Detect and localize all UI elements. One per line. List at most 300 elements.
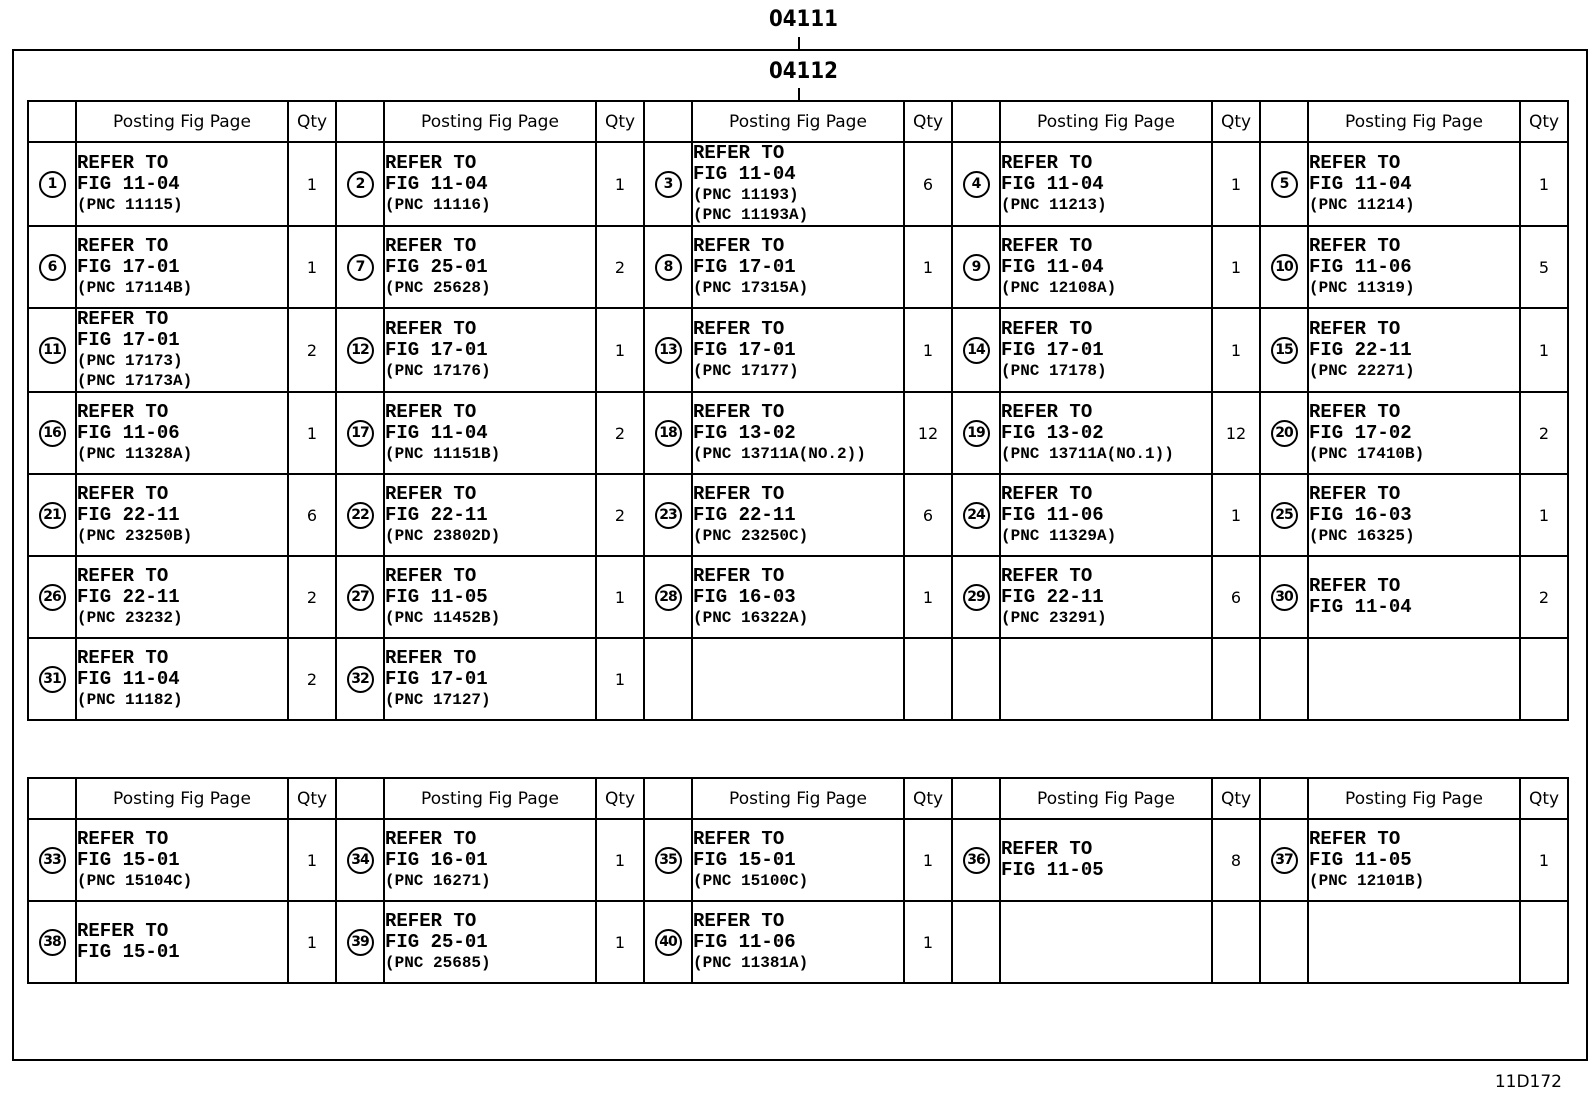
refer-to-label: REFER TO — [1309, 400, 1401, 423]
ref-number-header — [1260, 101, 1308, 142]
pnc-number: (PNC 17176) — [385, 361, 491, 380]
qty-cell — [904, 638, 952, 720]
fig-reference: FIG 16-03 — [1309, 503, 1412, 526]
refer-to-label: REFER TO — [693, 317, 785, 340]
parts-table-2 — [27, 777, 1569, 984]
qty-cell: 12 — [1212, 392, 1260, 474]
fig-reference: FIG 11-06 — [1001, 503, 1104, 526]
posting-cell — [384, 226, 596, 308]
refer-to-label: REFER TO — [385, 564, 477, 587]
ref-number-cell — [644, 901, 692, 983]
ref-number-badge: 38 — [39, 929, 66, 956]
ref-number-badge: 13 — [655, 337, 682, 364]
refer-to-label: REFER TO — [1001, 564, 1093, 587]
ref-number-cell — [644, 556, 692, 638]
ref-number-cell — [952, 308, 1000, 392]
refer-to-label: REFER TO — [693, 482, 785, 505]
ref-number-cell — [644, 474, 692, 556]
qty-cell: 1 — [596, 819, 644, 901]
pnc-number: (PNC 16271) — [385, 871, 491, 890]
posting-cell — [76, 226, 288, 308]
refer-to-label: REFER TO — [693, 142, 785, 164]
posting-fig-page-header: Posting Fig Page — [1308, 101, 1520, 142]
refer-to-label: REFER TO — [1309, 234, 1401, 257]
qty-cell: 2 — [288, 308, 336, 392]
refer-to-label: REFER TO — [693, 827, 785, 850]
posting-fig-page-header: Posting Fig Page — [692, 778, 904, 819]
ref-number-cell — [952, 901, 1000, 983]
pnc-number: (PNC 23291) — [1001, 608, 1107, 627]
table-row — [28, 226, 1568, 308]
ref-number-cell — [28, 142, 76, 226]
table-row — [28, 556, 1568, 638]
pnc-number: (PNC 11151B) — [385, 444, 501, 463]
posting-cell — [1000, 819, 1212, 901]
qty-header: Qty — [1520, 101, 1568, 142]
pnc-number: (PNC 13711A(NO.2)) — [693, 444, 866, 463]
ref-number-cell — [28, 226, 76, 308]
qty-cell: 1 — [596, 308, 644, 392]
pnc-number: (PNC 17114B) — [77, 278, 193, 297]
pnc-number: (PNC 22271) — [1309, 361, 1415, 380]
pnc-number: (PNC 23802D) — [385, 526, 501, 545]
ref-number-header — [952, 778, 1000, 819]
qty-header: Qty — [904, 101, 952, 142]
fig-reference: FIG 17-01 — [77, 255, 180, 278]
ref-number-cell — [952, 474, 1000, 556]
refer-to-label: REFER TO — [77, 151, 169, 174]
fig-reference: FIG 17-02 — [1309, 421, 1412, 444]
posting-fig-page-header: Posting Fig Page — [1000, 101, 1212, 142]
ref-number-badge: 28 — [655, 584, 682, 611]
ref-number-cell — [952, 142, 1000, 226]
ref-number-cell — [644, 392, 692, 474]
posting-fig-page-header: Posting Fig Page — [1000, 778, 1212, 819]
ref-number-cell — [336, 556, 384, 638]
ref-number-header — [336, 101, 384, 142]
qty-cell: 1 — [288, 901, 336, 983]
refer-to-label: REFER TO — [77, 646, 169, 669]
ref-number-cell — [336, 638, 384, 720]
ref-number-badge: 17 — [347, 420, 374, 447]
posting-cell — [692, 819, 904, 901]
posting-cell — [1000, 142, 1212, 226]
posting-cell — [692, 392, 904, 474]
qty-header: Qty — [596, 778, 644, 819]
ref-number-cell — [336, 142, 384, 226]
table-header-row — [28, 778, 1568, 819]
pnc-number: (PNC 15100C) — [693, 871, 809, 890]
fig-reference: FIG 15-01 — [693, 848, 796, 871]
ref-number-cell — [644, 308, 692, 392]
qty-cell: 1 — [288, 142, 336, 226]
fig-reference: FIG 22-11 — [693, 503, 796, 526]
fig-reference: FIG 11-05 — [1309, 848, 1412, 871]
posting-cell — [76, 308, 288, 392]
qty-cell — [1212, 901, 1260, 983]
posting-cell — [1308, 638, 1520, 720]
fig-reference: FIG 11-04 — [1309, 596, 1412, 618]
pnc-number: (PNC 11329A) — [1001, 526, 1117, 545]
ref-number-cell — [952, 638, 1000, 720]
posting-cell — [1308, 901, 1520, 983]
table-row — [28, 474, 1568, 556]
posting-cell — [1000, 392, 1212, 474]
ref-number-header — [28, 101, 76, 142]
fig-reference: FIG 16-01 — [385, 848, 488, 871]
posting-cell — [1308, 819, 1520, 901]
ref-number-cell — [1260, 556, 1308, 638]
ref-number-badge: 33 — [39, 847, 66, 874]
pnc-number-alt: (PNC 17173A) — [77, 372, 193, 390]
ref-number-cell — [1260, 819, 1308, 901]
pnc-number: (PNC 11115) — [77, 195, 183, 214]
pnc-number: (PNC 16322A) — [693, 608, 809, 627]
ref-number-cell — [28, 819, 76, 901]
pnc-number: (PNC 11116) — [385, 195, 491, 214]
qty-header: Qty — [1520, 778, 1568, 819]
ref-number-badge: 8 — [655, 254, 682, 281]
qty-cell: 2 — [288, 556, 336, 638]
refer-to-label: REFER TO — [77, 827, 169, 850]
refer-to-label: REFER TO — [1309, 827, 1401, 850]
qty-cell: 1 — [596, 556, 644, 638]
qty-header: Qty — [1212, 101, 1260, 142]
qty-cell: 1 — [1520, 308, 1568, 392]
posting-cell — [692, 901, 904, 983]
refer-to-label: REFER TO — [693, 909, 785, 932]
posting-cell — [1000, 474, 1212, 556]
fig-reference: FIG 22-11 — [385, 503, 488, 526]
ref-number-cell — [644, 226, 692, 308]
posting-cell — [384, 901, 596, 983]
posting-cell — [692, 308, 904, 392]
pnc-number: (PNC 11319) — [1309, 278, 1415, 297]
pnc-number: (PNC 17178) — [1001, 361, 1107, 380]
posting-fig-page-header: Posting Fig Page — [76, 101, 288, 142]
sub-assembly-code: 04112 — [769, 59, 838, 84]
pnc-number: (PNC 11381A) — [693, 953, 809, 972]
ref-number-cell — [28, 556, 76, 638]
ref-number-cell — [336, 308, 384, 392]
refer-to-label: REFER TO — [1309, 151, 1401, 174]
table-header-row — [28, 101, 1568, 142]
ref-number-badge: 36 — [963, 847, 990, 874]
refer-to-label: REFER TO — [385, 646, 477, 669]
qty-cell: 2 — [1520, 392, 1568, 474]
fig-reference: FIG 11-04 — [77, 667, 180, 690]
refer-to-label: REFER TO — [77, 400, 169, 423]
pnc-number: (PNC 11214) — [1309, 195, 1415, 214]
ref-number-badge: 20 — [1271, 420, 1298, 447]
pnc-number: (PNC 17410B) — [1309, 444, 1425, 463]
ref-number-cell — [28, 474, 76, 556]
ref-number-badge: 18 — [655, 420, 682, 447]
qty-cell: 1 — [596, 142, 644, 226]
ref-number-cell — [28, 901, 76, 983]
refer-to-label: REFER TO — [1001, 838, 1093, 860]
pnc-number: (PNC 23250B) — [77, 526, 193, 545]
ref-number-cell — [1260, 308, 1308, 392]
posting-cell — [76, 819, 288, 901]
refer-to-label: REFER TO — [385, 151, 477, 174]
posting-fig-page-header: Posting Fig Page — [692, 101, 904, 142]
pnc-number: (PNC 17173) — [77, 352, 183, 370]
ref-number-badge: 25 — [1271, 502, 1298, 529]
ref-number-badge: 19 — [963, 420, 990, 447]
pnc-number: (PNC 23250C) — [693, 526, 809, 545]
ref-number-cell — [952, 819, 1000, 901]
pnc-number: (PNC 23232) — [77, 608, 183, 627]
pnc-number: (PNC 17177) — [693, 361, 799, 380]
posting-cell — [1308, 308, 1520, 392]
pnc-number: (PNC 11452B) — [385, 608, 501, 627]
ref-number-cell — [1260, 142, 1308, 226]
fig-reference: FIG 11-04 — [385, 421, 488, 444]
ref-number-badge: 6 — [39, 254, 66, 281]
posting-cell — [1308, 142, 1520, 226]
refer-to-label: REFER TO — [385, 482, 477, 505]
refer-to-label: REFER TO — [1001, 151, 1093, 174]
posting-cell — [1000, 556, 1212, 638]
ref-number-badge: 31 — [39, 666, 66, 693]
posting-cell — [692, 226, 904, 308]
fig-reference: FIG 15-01 — [77, 941, 180, 963]
ref-number-badge: 29 — [963, 584, 990, 611]
posting-cell — [384, 556, 596, 638]
fig-reference: FIG 11-06 — [693, 930, 796, 953]
ref-number-badge: 34 — [347, 847, 374, 874]
pnc-number: (PNC 11193) — [693, 186, 799, 204]
qty-cell: 2 — [596, 226, 644, 308]
posting-cell — [1308, 392, 1520, 474]
posting-cell — [1308, 474, 1520, 556]
ref-number-cell — [336, 392, 384, 474]
ref-number-cell — [644, 142, 692, 226]
refer-to-label: REFER TO — [1309, 482, 1401, 505]
qty-cell: 6 — [904, 142, 952, 226]
fig-reference: FIG 11-06 — [77, 421, 180, 444]
posting-cell — [692, 556, 904, 638]
refer-to-label: REFER TO — [77, 482, 169, 505]
fig-reference: FIG 17-01 — [385, 338, 488, 361]
fig-reference: FIG 17-01 — [1001, 338, 1104, 361]
qty-cell: 2 — [596, 474, 644, 556]
ref-number-badge: 11 — [39, 337, 66, 364]
ref-number-badge: 37 — [1271, 847, 1298, 874]
posting-cell — [384, 819, 596, 901]
ref-number-header — [952, 101, 1000, 142]
qty-cell: 1 — [1520, 819, 1568, 901]
qty-cell: 1 — [904, 819, 952, 901]
qty-header: Qty — [1212, 778, 1260, 819]
ref-number-cell — [28, 392, 76, 474]
ref-number-badge: 39 — [347, 929, 374, 956]
fig-reference: FIG 17-01 — [385, 667, 488, 690]
fig-reference: FIG 15-01 — [77, 848, 180, 871]
posting-cell — [76, 556, 288, 638]
fig-reference: FIG 16-03 — [693, 585, 796, 608]
refer-to-label: REFER TO — [1309, 575, 1401, 597]
ref-number-cell — [1260, 474, 1308, 556]
refer-to-label: REFER TO — [693, 400, 785, 423]
ref-number-badge: 12 — [347, 337, 374, 364]
table-row — [28, 142, 1568, 226]
fig-reference: FIG 11-04 — [1001, 172, 1104, 195]
top-assembly-code: 04111 — [769, 7, 838, 32]
fig-reference: FIG 11-05 — [385, 585, 488, 608]
qty-cell: 1 — [904, 901, 952, 983]
refer-to-label: REFER TO — [1001, 400, 1093, 423]
ref-number-header — [336, 778, 384, 819]
ref-number-badge: 27 — [347, 584, 374, 611]
refer-to-label: REFER TO — [77, 564, 169, 587]
ref-number-badge: 1 — [39, 171, 66, 198]
ref-number-cell — [1260, 392, 1308, 474]
fig-reference: FIG 25-01 — [385, 255, 488, 278]
qty-header: Qty — [596, 101, 644, 142]
ref-number-cell — [336, 819, 384, 901]
fig-reference: FIG 25-01 — [385, 930, 488, 953]
ref-number-badge: 22 — [347, 502, 374, 529]
pnc-number: (PNC 13711A(NO.1)) — [1001, 444, 1174, 463]
refer-to-label: REFER TO — [1001, 317, 1093, 340]
ref-number-cell — [1260, 901, 1308, 983]
posting-cell — [384, 392, 596, 474]
ref-number-cell — [1260, 638, 1308, 720]
posting-cell — [76, 142, 288, 226]
qty-cell: 2 — [1520, 556, 1568, 638]
refer-to-label: REFER TO — [385, 827, 477, 850]
fig-reference: FIG 11-04 — [77, 172, 180, 195]
qty-cell: 1 — [1212, 142, 1260, 226]
refer-to-label: REFER TO — [385, 400, 477, 423]
posting-cell — [384, 308, 596, 392]
table-row — [28, 819, 1568, 901]
fig-reference: FIG 22-11 — [1001, 585, 1104, 608]
sub-connector-line — [798, 88, 800, 100]
qty-cell: 1 — [1212, 226, 1260, 308]
ref-number-badge: 21 — [39, 502, 66, 529]
ref-number-badge: 7 — [347, 254, 374, 281]
pnc-number: (PNC 25685) — [385, 953, 491, 972]
pnc-number-alt: (PNC 11193A) — [693, 206, 809, 224]
qty-cell: 1 — [904, 308, 952, 392]
pnc-number: (PNC 25628) — [385, 278, 491, 297]
ref-number-badge: 16 — [39, 420, 66, 447]
fig-reference: FIG 11-04 — [1001, 255, 1104, 278]
qty-cell: 2 — [596, 392, 644, 474]
ref-number-cell — [336, 474, 384, 556]
table-row — [28, 392, 1568, 474]
qty-cell: 1 — [596, 638, 644, 720]
qty-header: Qty — [904, 778, 952, 819]
posting-cell — [1000, 226, 1212, 308]
fig-reference: FIG 13-02 — [693, 421, 796, 444]
ref-number-cell — [28, 308, 76, 392]
fig-reference: FIG 17-01 — [693, 338, 796, 361]
qty-cell: 6 — [904, 474, 952, 556]
fig-reference: FIG 11-04 — [693, 163, 796, 185]
qty-cell: 5 — [1520, 226, 1568, 308]
ref-number-cell — [952, 226, 1000, 308]
posting-cell — [76, 638, 288, 720]
table-row — [28, 308, 1568, 392]
posting-cell — [384, 474, 596, 556]
posting-cell — [692, 474, 904, 556]
ref-number-badge: 3 — [655, 171, 682, 198]
qty-cell: 1 — [1520, 474, 1568, 556]
fig-reference: FIG 22-11 — [77, 503, 180, 526]
qty-cell — [1212, 638, 1260, 720]
qty-cell: 6 — [288, 474, 336, 556]
posting-fig-page-header: Posting Fig Page — [76, 778, 288, 819]
refer-to-label: REFER TO — [385, 317, 477, 340]
refer-to-label: REFER TO — [693, 234, 785, 257]
table-row — [28, 901, 1568, 983]
table-row — [28, 638, 1568, 720]
fig-reference: FIG 11-04 — [385, 172, 488, 195]
ref-number-badge: 10 — [1271, 254, 1298, 281]
posting-cell — [76, 474, 288, 556]
fig-reference: FIG 13-02 — [1001, 421, 1104, 444]
fig-reference: FIG 17-01 — [693, 255, 796, 278]
posting-fig-page-header: Posting Fig Page — [384, 778, 596, 819]
qty-cell: 1 — [288, 392, 336, 474]
posting-cell — [1000, 901, 1212, 983]
ref-number-cell — [336, 901, 384, 983]
posting-cell — [1308, 226, 1520, 308]
ref-number-badge: 30 — [1271, 584, 1298, 611]
ref-number-header — [1260, 778, 1308, 819]
posting-cell — [1000, 638, 1212, 720]
ref-number-header — [644, 778, 692, 819]
posting-cell — [1308, 556, 1520, 638]
ref-number-badge: 9 — [963, 254, 990, 281]
posting-fig-page-header: Posting Fig Page — [384, 101, 596, 142]
figure-code: 11D172 — [1494, 1072, 1562, 1092]
refer-to-label: REFER TO — [1309, 317, 1401, 340]
refer-to-label: REFER TO — [693, 564, 785, 587]
posting-cell — [692, 142, 904, 226]
ref-number-badge: 24 — [963, 502, 990, 529]
qty-cell: 1 — [904, 226, 952, 308]
refer-to-label: REFER TO — [385, 234, 477, 257]
pnc-number: (PNC 15104C) — [77, 871, 193, 890]
pnc-number: (PNC 12108A) — [1001, 278, 1117, 297]
qty-cell — [1520, 901, 1568, 983]
refer-to-label: REFER TO — [77, 234, 169, 257]
posting-cell — [1000, 308, 1212, 392]
fig-reference: FIG 11-05 — [1001, 859, 1104, 881]
pnc-number: (PNC 17127) — [385, 690, 491, 709]
pnc-number: (PNC 11328A) — [77, 444, 193, 463]
ref-number-badge: 4 — [963, 171, 990, 198]
posting-cell — [384, 638, 596, 720]
pnc-number: (PNC 11213) — [1001, 195, 1107, 214]
ref-number-badge: 2 — [347, 171, 374, 198]
qty-cell: 1 — [904, 556, 952, 638]
posting-cell — [76, 392, 288, 474]
ref-number-cell — [952, 392, 1000, 474]
ref-number-badge: 26 — [39, 584, 66, 611]
fig-reference: FIG 11-04 — [1309, 172, 1412, 195]
qty-cell: 1 — [1212, 474, 1260, 556]
refer-to-label: REFER TO — [77, 920, 169, 942]
ref-number-badge: 14 — [963, 337, 990, 364]
qty-cell: 1 — [288, 819, 336, 901]
pnc-number: (PNC 17315A) — [693, 278, 809, 297]
